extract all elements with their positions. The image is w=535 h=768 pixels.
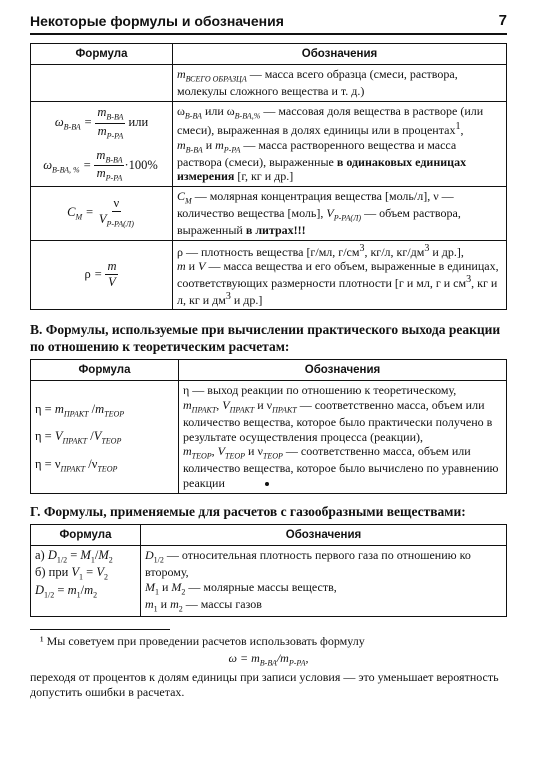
table-header-row (31, 525, 507, 546)
meaning-cell: $D_{1/2}$ — относительная плотность первого газа по отношению ко второму, $M_1$ и $M_2$ — молярные массы веществ, $m_1$ и $m_2$ — массы газов (141, 546, 507, 617)
table-row (31, 101, 507, 186)
meaning-cell: $C_M$ — молярная концентрация вещества [моль/л], ν — количество вещества [моль], $V_{Р-РА(Л)}$ — объем раствора, выраженный в литрах!!! (173, 186, 507, 240)
table-header-row (31, 360, 507, 381)
section-b-title: В. Формулы, используемые при вычислении практического выхода реакции по отношению к теоретическим расчетам: (30, 322, 501, 354)
formulas-table-g (30, 524, 507, 617)
formula-cell: $C_M$ = $\frac{\nu}{V_{Р-РА(Л)}}$ (31, 186, 173, 240)
table-row (31, 381, 507, 493)
formula-cell: ρ = $\frac{m}{V}$ (31, 240, 173, 310)
table-header-row (31, 44, 507, 65)
formula-cell: $\omega_{В-ВА}$ = $\frac{m_{В-ВА}}{m_{Р-РА}}$ или $\omega_{В-ВА, \%}$ = $\frac{m_{В-ВА}}{m_{Р-РА}}$ ·100% (31, 101, 173, 186)
table-row (31, 65, 507, 102)
footnote-formula: $\omega = m_{В-ВА}/m_{Р-РА}$, (228, 650, 309, 668)
footnote-line-2: переходя от процентов к долям единицы при записи условия — это уменьшает вероятность допустить ошибки в расчетах. (30, 670, 499, 699)
meaning-cell: $\omega_{В-ВА}$ или $\omega_{В-ВА,\%}$ — массовая доля вещества в растворе (или смеси), выраженная в долях единицы или в процентах$^1$, $m_{В-ВА}$ и $m_{Р-РА}$ — масса растворенного вещества и масса раствора (смеси), выраженные в одинаковых единицах измерения [г, кг и др.] (173, 101, 507, 186)
formulas-table-b (30, 359, 507, 493)
running-header (30, 12, 507, 35)
table-row (31, 546, 507, 617)
formula-cell (31, 65, 173, 102)
footnote-rule (30, 629, 170, 630)
col-meaning-header: Обозначения (141, 525, 507, 546)
col-formula-header: Формула (31, 525, 141, 546)
col-meaning-header: Обозначения (173, 44, 507, 65)
col-meaning-header: Обозначения (179, 360, 507, 381)
page-number: 7 (498, 12, 507, 29)
formula-cell: а) $D_{1/2} = M_1/M_2$ б) при $V_1 = V_2$ $D_{1/2} = m_1/m_2$ (31, 546, 141, 617)
meaning-cell: $m_{ВСЕГО ОБРАЗЦА}$ — масса всего образца (смеси, раствора, молекулы сложного вещества и т. д.) (173, 65, 507, 102)
col-formula-header: Формула (31, 44, 173, 65)
section-g-title: Г. Формулы, применяемые для расчетов с газообразными веществами: (30, 503, 466, 519)
footnote (30, 634, 507, 699)
formula-cell: $\eta = m_{ПРАКТ}$ $/m_{ТЕОР}$ $\eta = V_{ПРАКТ}$ $/V_{ТЕОР}$ $\eta = \nu_{ПРАКТ}$ $/\nu_{ТЕОР}$ (31, 381, 179, 493)
running-title: Некоторые формулы и обозначения (30, 13, 284, 29)
meaning-cell: η — выход реакции по отношению к теоретическому, $m_{ПРАКТ}$, $V_{ПРАКТ}$ и $\nu_{ПРАКТ}$ — соответственно масса, объем или количество вещества, которое было практически получено в результате осуществления процесса (реакции), $m_{ТЕОР}$, $V_{ТЕОР}$ и $\nu_{ТЕОР}$ — соответственно масса, объем или количество вещества, которое было вычислено по уравнению реакции (179, 381, 507, 493)
stray-dot (265, 482, 269, 486)
table-row (31, 240, 507, 310)
meaning-cell: ρ — плотность вещества [г/мл, $г/см^3$, кг/л, $кг/дм^3$ и др.], m и V — масса вещества и его объем, выраженные в единицах, соответствующих размерности плотности [г и мл, г и $см^3$, кг и л, кг и $дм^3$ и др.] (173, 240, 507, 310)
formulas-table-1 (30, 43, 507, 310)
col-formula-header: Формула (31, 360, 179, 381)
table-row (31, 186, 507, 240)
footnote-line-1: ¹ Мы советуем при проведении расчетов использовать формулу (40, 634, 365, 649)
yield-definition: η — выход реакции по отношению к теоретическому, (183, 383, 457, 398)
